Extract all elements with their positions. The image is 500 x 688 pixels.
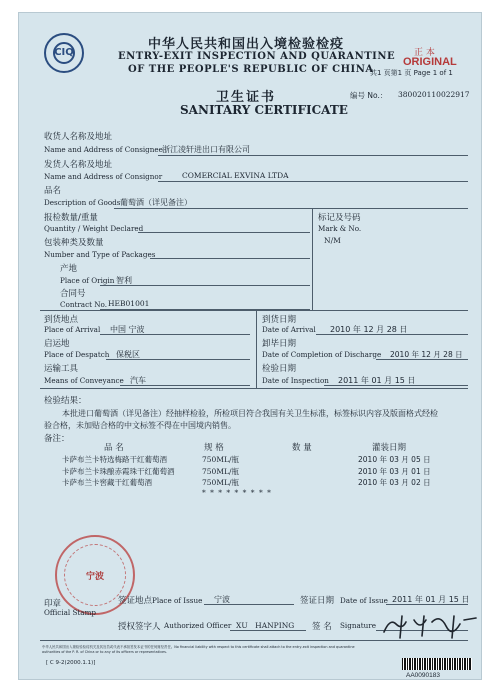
consignee-value: 浙江凌轩进出口有限公司 <box>162 145 250 154</box>
footer-divider <box>40 640 468 641</box>
packages-line <box>150 258 310 259</box>
place-issue-value: 宁波 <box>214 595 230 604</box>
discharge-value: 2010 年 12 月 28 日 <box>390 350 463 359</box>
row-date: 2010 年 03 月 05 日 <box>358 455 431 464</box>
discharge-label-en: Date of Completion of Discharge <box>262 350 382 359</box>
discharge-label-cn: 卸毕日期 <box>262 339 297 349</box>
discharge-line <box>376 359 468 360</box>
section-divider-2 <box>40 388 468 389</box>
signature-label-cn: 签 名 <box>312 622 332 632</box>
contract-label-en: Contract No. <box>60 300 108 309</box>
officer-label-en: Authorized Officer <box>164 621 232 630</box>
stamp-label-cn: 印章 <box>44 599 62 609</box>
arrival-place-line <box>100 334 250 335</box>
conveyance-label-en: Means of Conveyance <box>44 376 124 385</box>
despatch-value: 保税区 <box>116 350 140 359</box>
logo-text: CIQ <box>54 47 74 58</box>
qty-line <box>138 232 310 233</box>
arrival-date-value: 2010 年 12 月 28 日 <box>330 325 408 334</box>
packages-label-cn: 包装种类及数量 <box>44 238 104 248</box>
consignor-value: COMERCIAL EXVINA LTDA <box>182 171 289 180</box>
date-issue-value: 2011 年 01 月 15 日 <box>392 595 470 604</box>
conveyance-line <box>120 385 250 386</box>
goods-line <box>114 208 468 209</box>
date-issue-line <box>386 604 468 605</box>
title-cn: 中华人民共和国出入境检验检疫 <box>148 37 345 52</box>
consignee-line <box>158 155 468 156</box>
despatch-line <box>106 359 250 360</box>
row-name: 卡萨布兰卡珠酿赤霞珠干红葡萄酒 <box>62 467 175 476</box>
inspection-date-value: 2011 年 01 月 15 日 <box>338 376 416 385</box>
qty-label-cn: 报检数量/重量 <box>44 213 98 223</box>
title-en-1: ENTRY-EXIT INSPECTION AND QUARANTINE <box>118 51 396 62</box>
original-cn: 正 本 <box>414 48 435 58</box>
stamp-city: 宁波 <box>85 572 104 582</box>
row-name: 卡萨布兰卡特选梅路干红葡萄酒 <box>62 455 167 464</box>
row-date: 2010 年 03 月 02 日 <box>358 478 431 487</box>
handwritten-signature <box>380 612 480 642</box>
officer-label-cn: 授权签字人 <box>118 622 161 632</box>
table-end-dots: * * * * * * * * * <box>202 488 272 497</box>
row-name: 卡萨布兰卡窖藏干红葡萄酒 <box>62 478 152 487</box>
goods-label-cn: 品名 <box>44 186 62 196</box>
original-en: ORIGINAL <box>403 56 457 68</box>
origin-value: 智利 <box>116 276 132 285</box>
consignor-line <box>158 181 468 182</box>
row-spec: 750ML/瓶 <box>202 478 240 487</box>
arrival-date-label-cn: 到货日期 <box>262 315 297 325</box>
mark-label-cn: 标记及号码 <box>318 213 361 223</box>
page-info: 共1 页第1 页 Page 1 of 1 <box>370 69 453 77</box>
qty-label-en: Quantity / Weight Declared <box>44 224 144 233</box>
ciq-logo <box>44 33 84 73</box>
place-issue-label-cn: 签证地点 <box>118 596 153 606</box>
date-issue-label-cn: 签证日期 <box>300 596 335 606</box>
results-text-2: 验合格，未加贴合格的中文标签不得在中国境内销售。 <box>44 421 236 430</box>
mark-label-en: Mark & No. <box>318 224 362 233</box>
mark-column-divider <box>312 208 313 310</box>
table-header-name: 品 名 <box>104 443 124 453</box>
origin-label-cn: 产地 <box>60 264 78 274</box>
cert-no-label: 编号 No.： <box>350 91 388 100</box>
table-header-date: 灌装日期 <box>372 443 407 453</box>
arrival-date-label-en: Date of Arrival <box>262 325 316 334</box>
title-en-2: OF THE PEOPLE'S REPUBLIC OF CHINA <box>128 64 374 75</box>
conveyance-label-cn: 运输工具 <box>44 364 79 374</box>
origin-line <box>100 285 310 286</box>
place-issue-label-en: Place of Issue <box>152 596 203 605</box>
place-issue-line <box>204 604 294 605</box>
consignee-label-cn: 收货人名称及地址 <box>44 132 113 142</box>
mark-value: N/M <box>324 236 341 245</box>
contract-value: HEB01001 <box>108 299 150 308</box>
arrival-place-value: 中国 宁波 <box>110 325 145 334</box>
barcode <box>402 658 472 670</box>
arrival-column-divider <box>256 310 257 388</box>
conveyance-value: 汽车 <box>130 376 146 385</box>
cert-title-en: SANITARY CERTIFICATE <box>180 103 348 117</box>
signature-label-en: Signature <box>340 621 376 630</box>
cert-no: 380020110022917 <box>398 90 470 99</box>
cert-title-cn: 卫生证书 <box>216 90 277 105</box>
contract-label-cn: 合同号 <box>60 289 86 299</box>
arrival-place-label-cn: 到货地点 <box>44 315 79 325</box>
barcode-number: AA0090183 <box>406 672 440 679</box>
origin-label-en: Place of Origin <box>60 276 115 285</box>
table-header-spec: 规 格 <box>204 443 224 453</box>
arrival-place-label-en: Place of Arrival <box>44 325 101 334</box>
inspection-date-label-cn: 检验日期 <box>262 364 297 374</box>
inspection-date-label-en: Date of Inspection <box>262 376 329 385</box>
arrival-date-line <box>316 334 468 335</box>
results-text-1: 本批进口葡萄酒（详见备注）经抽样检验，所检项目符合我国有关卫生标准，标签标识内容及版面格式经检 <box>62 409 438 418</box>
section-divider-1 <box>40 310 468 311</box>
officer-line <box>230 630 306 631</box>
date-issue-label-en: Date of Issue <box>340 596 388 605</box>
row-spec: 750ML/瓶 <box>202 455 240 464</box>
officer-value: XU HANPING <box>236 621 295 630</box>
disclaimer-1: 中华人民共和国出入境检验检疫机关及其官员或代表不承担签发本证书的任何财经责任。No financial liability with respect to this certificate shall attach to the entry-exit inspection and quarantine <box>42 645 355 649</box>
goods-value: 葡萄酒（详见备注） <box>120 198 192 207</box>
row-spec: 750ML/瓶 <box>202 467 240 476</box>
consignee-label-en: Name and Address of Consignee <box>44 145 163 154</box>
table-header-qty: 数 量 <box>292 443 312 453</box>
inspection-date-line <box>324 385 468 386</box>
results-label: 检验结果： <box>44 396 87 406</box>
packages-label-en: Number and Type of Packages <box>44 250 156 259</box>
despatch-label-en: Place of Despatch <box>44 350 110 359</box>
row-date: 2010 年 03 月 01 日 <box>358 467 431 476</box>
form-code: [ C 9-2(2000.1.1)] <box>46 660 96 666</box>
consignor-label-cn: 发货人名称及地址 <box>44 160 113 170</box>
remarks-label: 备注： <box>44 434 70 444</box>
consignor-label-en: Name and Address of Consignor <box>44 172 163 181</box>
stamp-label-en: Official Stamp <box>44 608 97 617</box>
despatch-label-cn: 启运地 <box>44 339 70 349</box>
disclaimer-2: authorities of the P. R. of China or to any of its officers or representatives. <box>42 650 167 654</box>
goods-label-en: Description of Goods <box>44 198 121 207</box>
